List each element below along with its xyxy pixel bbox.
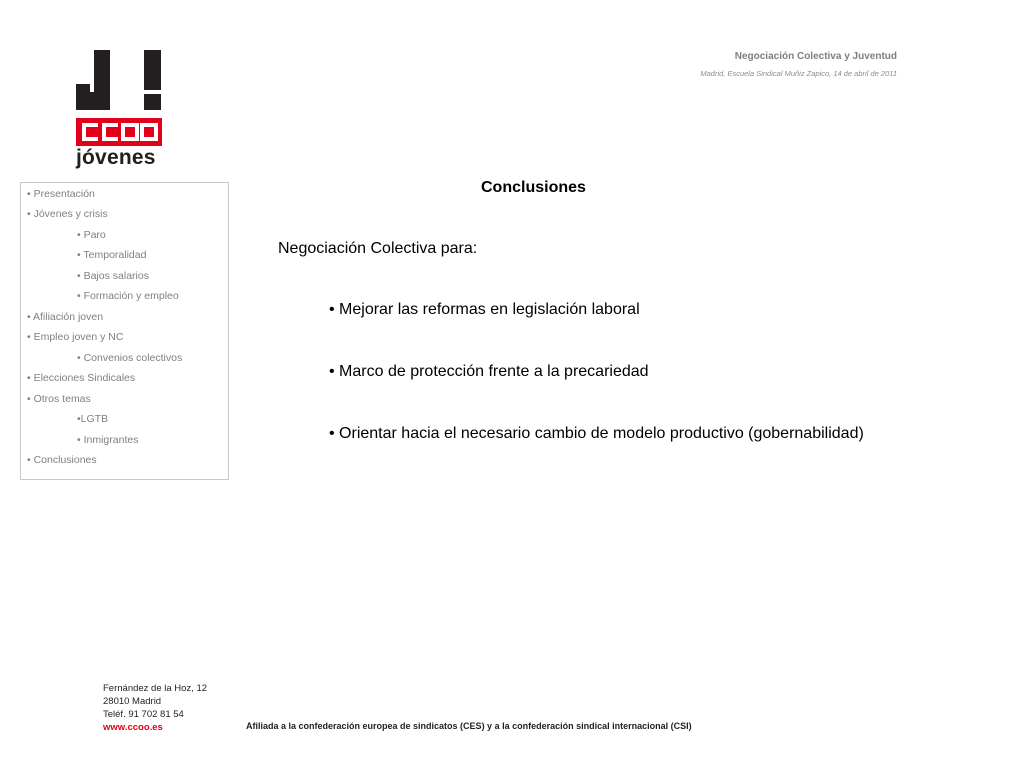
header-title: Negociación Colectiva y Juventud — [734, 51, 897, 62]
footer-affiliation: Afiliada a la confederación europea de sindicatos (CES) y a la confederación sindical internacional (CSI) — [246, 721, 692, 731]
header-subtitle: Madrid, Escuela Sindical Muñiz Zapico, 14 de abril de 2011 — [700, 69, 897, 78]
sidebar-outline — [20, 182, 229, 480]
slide-title: Conclusiones — [481, 179, 586, 196]
sidebar-item-empleo-joven-nc[interactable]: • Empleo joven y NC — [27, 331, 124, 343]
sidebar-item-jovenes-crisis[interactable]: • Jóvenes y crisis — [27, 208, 108, 220]
logo-graphic — [72, 46, 166, 146]
sidebar-item-inmigrantes[interactable]: • Inmigrantes — [77, 434, 139, 446]
logo-text: jóvenes — [76, 146, 156, 169]
address-phone: Teléf. 91 702 81 54 — [103, 709, 184, 720]
conclusion-point: • Orientar hacia el necesario cambio de modelo productivo (gobernabilidad) — [329, 425, 864, 442]
conclusion-point: • Marco de protección frente a la precariedad — [329, 363, 649, 380]
sidebar-item-afiliacion-joven[interactable]: • Afiliación joven — [27, 311, 104, 323]
sidebar-item-formacion-empleo[interactable]: • Formación y empleo — [77, 290, 179, 302]
sidebar-item-bajos-salarios[interactable]: • Bajos salarios — [77, 270, 149, 282]
footer-address — [103, 682, 207, 734]
conclusion-point: • Mejorar las reformas en legislación laboral — [329, 301, 640, 318]
sidebar-item-conclusiones[interactable]: • Conclusiones — [27, 454, 97, 466]
sidebar-item-elecciones-sindicales[interactable]: • Elecciones Sindicales — [27, 372, 136, 384]
sidebar-item-presentacion[interactable]: • Presentación — [27, 188, 95, 200]
sidebar-item-lgtb[interactable]: •LGTB — [77, 413, 109, 425]
sidebar-item-paro[interactable]: • Paro — [77, 229, 106, 241]
address-city: 28010 Madrid — [103, 696, 162, 707]
website-link[interactable]: www.ccoo.es — [103, 722, 163, 733]
intro-text: Negociación Colectiva para: — [278, 240, 478, 257]
sidebar-item-temporalidad[interactable]: • Temporalidad — [77, 249, 147, 261]
sidebar-item-otros-temas[interactable]: • Otros temas — [27, 393, 91, 405]
sidebar-item-convenios-colectivos[interactable]: • Convenios colectivos — [77, 352, 183, 364]
address-street: Fernández de la Hoz, 12 — [103, 683, 208, 694]
